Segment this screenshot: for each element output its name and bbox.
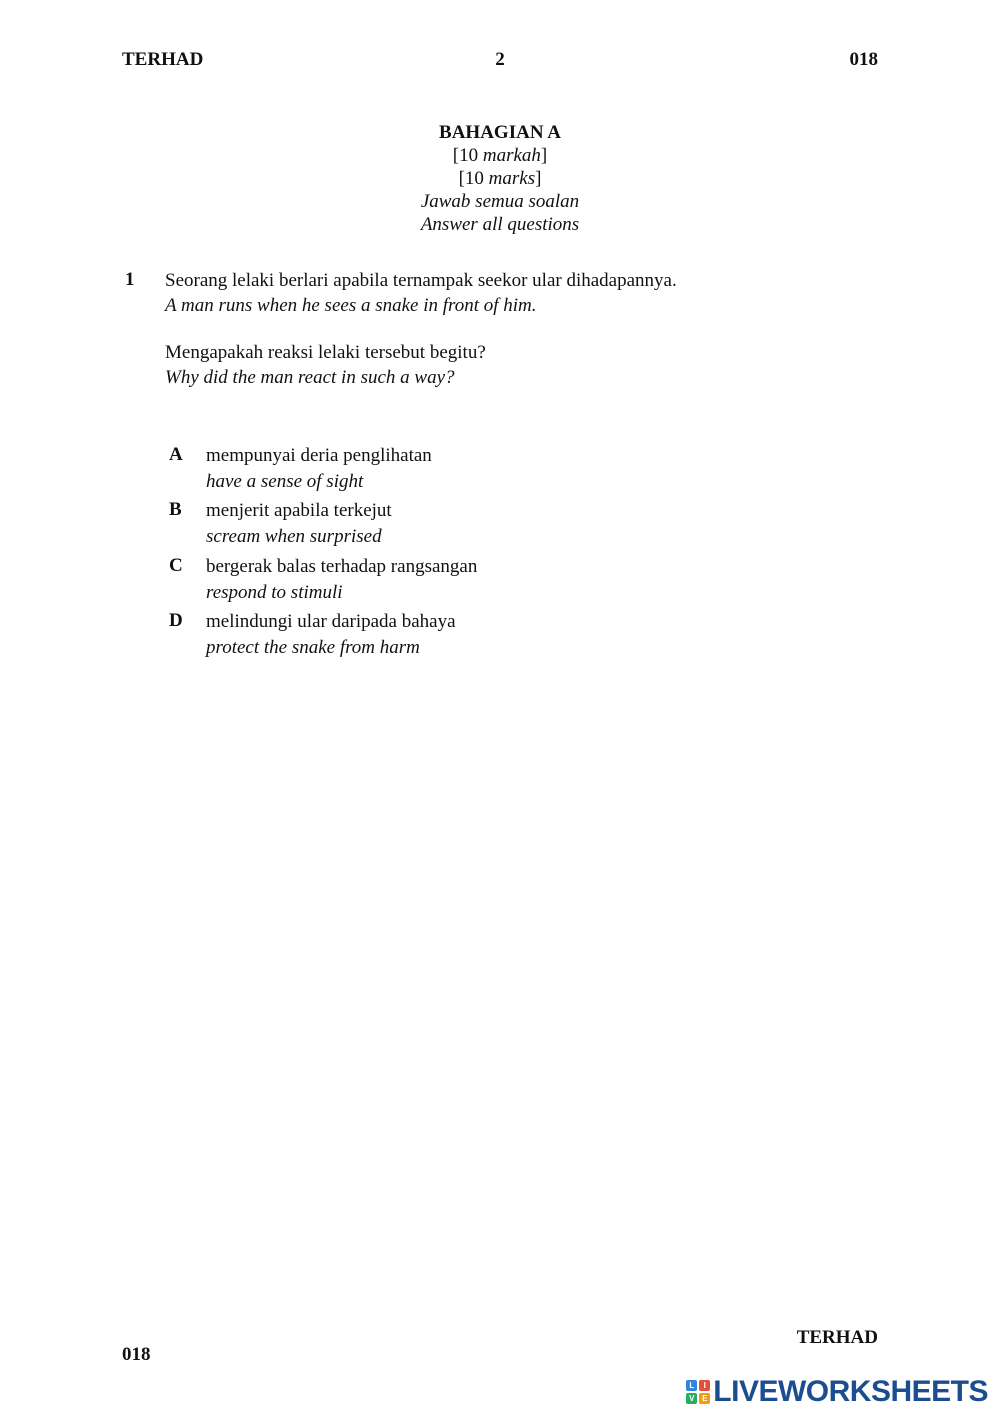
option-d[interactable] [206, 609, 456, 660]
option-a-letter[interactable]: A [169, 444, 183, 465]
logo-tile-l: L [686, 1380, 697, 1391]
option-b-text-en: scream when surprised [206, 525, 382, 547]
section-marks-ms: [10 markah] [452, 145, 548, 166]
header-right-code: 018 [849, 49, 878, 70]
question-stem-ms: Seorang lelaki berlari apabila ternampak seekor ular dihadapannya. [165, 270, 677, 291]
question-number: 1 [125, 269, 135, 290]
option-b-letter[interactable]: B [169, 499, 182, 520]
option-c-text-ms: bergerak balas terhadap rangsangan [206, 556, 478, 577]
question-stem-en: A man runs when he sees a snake in front of him. [165, 295, 537, 316]
logo-tile-v: V [686, 1393, 697, 1404]
option-c-letter[interactable]: C [169, 555, 183, 576]
footer-right-label: TERHAD [796, 1327, 878, 1348]
logo-tile-e: E [699, 1393, 710, 1404]
section-instruction-en: Answer all questions [420, 214, 580, 235]
section-instruction-ms: Jawab semua soalan [420, 191, 580, 212]
option-c[interactable] [206, 554, 477, 605]
footer-left-code: 018 [122, 1344, 151, 1365]
question-ask-ms: Mengapakah reaksi lelaki tersebut begitu? [165, 342, 486, 363]
header-left-label: TERHAD [122, 49, 204, 70]
liveworksheets-mark-icon [686, 1380, 710, 1404]
page-number: 2 [495, 49, 505, 70]
option-a-text-en: have a sense of sight [206, 470, 364, 492]
option-d-letter[interactable]: D [169, 610, 183, 631]
section-title: BAHAGIAN A [439, 122, 561, 143]
liveworksheets-wordmark: LIVEWORKSHEETS [713, 1375, 988, 1408]
option-c-text-en: respond to stimuli [206, 581, 343, 603]
option-a[interactable] [206, 443, 432, 494]
option-d-text-en: protect the snake from harm [206, 636, 420, 658]
question-ask-en: Why did the man react in such a way? [165, 367, 455, 388]
liveworksheets-logo [686, 1375, 988, 1409]
logo-tile-i: I [699, 1380, 710, 1391]
section-marks-en: [10 marks] [458, 168, 542, 189]
option-b-text-ms: menjerit apabila terkejut [206, 500, 392, 521]
option-a-text-ms: mempunyai deria penglihatan [206, 445, 432, 466]
option-d-text-ms: melindungi ular daripada bahaya [206, 611, 456, 632]
option-b[interactable] [206, 498, 392, 549]
